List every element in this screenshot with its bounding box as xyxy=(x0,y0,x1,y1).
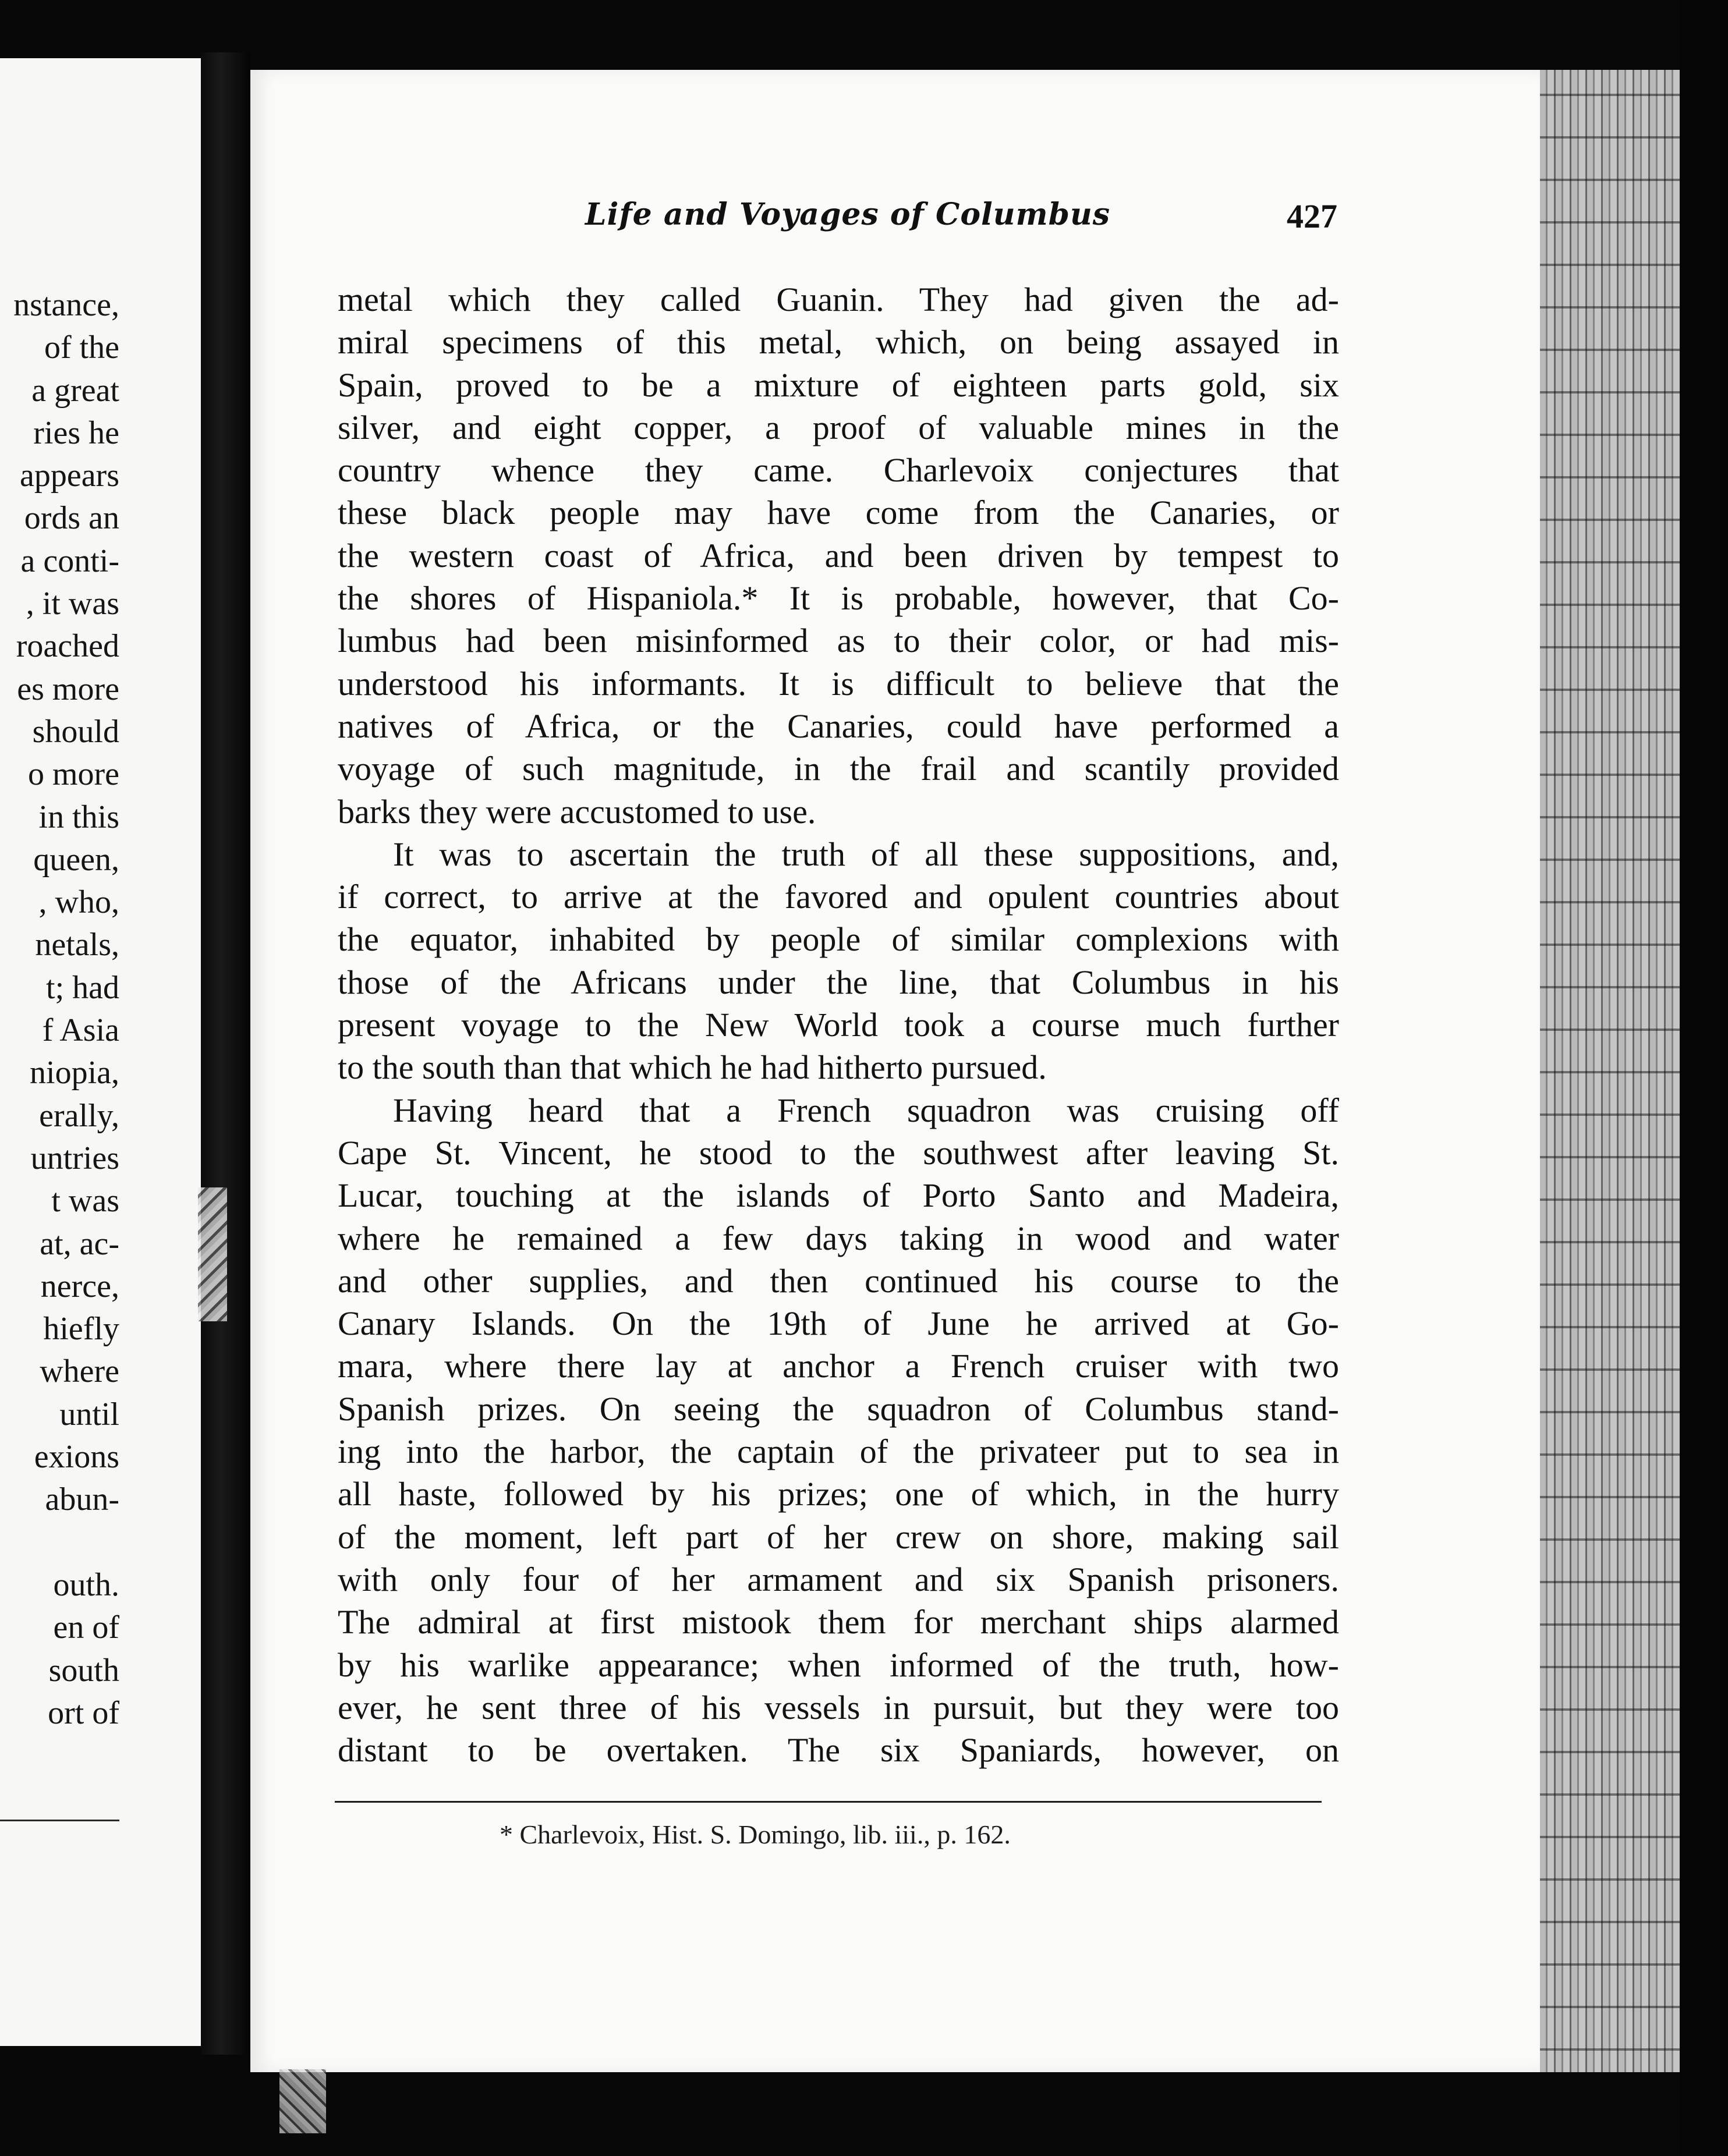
left-page-line: t was xyxy=(51,1183,119,1219)
running-head-title: Life and Voyages of Columbus xyxy=(585,197,1111,232)
left-page-line: en of xyxy=(53,1609,119,1646)
body-line: to the south than that which he had hitherto pursued. xyxy=(338,1048,1047,1087)
body-line: Having heard that a French squadron was cruising off xyxy=(393,1091,1339,1129)
left-page-line: o more xyxy=(27,756,119,793)
body-line: where he remained a few days taking in wood and water xyxy=(338,1219,1339,1257)
left-page-line: ries he xyxy=(33,414,119,451)
body-line: those of the Africans under the line, that Columbus in his xyxy=(338,963,1339,1001)
body-line: Spanish prizes. On seeing the squadron of Columbus stand- xyxy=(338,1389,1339,1428)
book-gutter xyxy=(201,52,250,2055)
left-page-line: niopia, xyxy=(30,1055,119,1091)
body-line: Cape St. Vincent, he stood to the southwest after leaving St. xyxy=(338,1133,1339,1172)
body-line: ing into the harbor, the captain of the privateer put to sea in xyxy=(338,1432,1339,1471)
left-page-line: abun- xyxy=(45,1481,119,1518)
left-page-line: roached xyxy=(16,628,119,665)
body-line: Lucar, touching at the islands of Porto Santo and Madeira, xyxy=(338,1176,1339,1215)
bottom-torn-mark xyxy=(279,2069,326,2133)
footnote-rule xyxy=(335,1801,1322,1803)
body-line: all haste, followed by his prizes; one of which, in the hurry xyxy=(338,1475,1339,1513)
scan-background-right xyxy=(1680,0,1728,2156)
left-page-line: appears xyxy=(19,458,119,494)
left-page-line: , who, xyxy=(38,884,119,921)
left-page-line: until xyxy=(59,1396,119,1432)
left-page-line: exions xyxy=(34,1439,119,1476)
left-page-line: where xyxy=(40,1353,119,1390)
body-line: these black people may have come from the Canaries, or xyxy=(338,494,1339,532)
body-line: natives of Africa, or the Canaries, could have performed a xyxy=(338,707,1339,745)
body-line: present voyage to the New World took a course much further xyxy=(338,1006,1339,1044)
body-line: silver, and eight copper, a proof of valuable mines in the xyxy=(338,408,1339,446)
left-page-text xyxy=(0,284,119,1735)
left-page-line: , it was xyxy=(26,586,119,622)
body-line: distant to be overtaken. The six Spaniards, however, on xyxy=(338,1731,1339,1770)
body-line: Spain, proved to be a mixture of eighteen parts gold, six xyxy=(338,366,1339,404)
left-page xyxy=(0,58,201,2046)
left-page-line: outh. xyxy=(53,1566,119,1603)
body-line: the western coast of Africa, and been driven by tempest to xyxy=(338,536,1339,575)
body-line: Canary Islands. On the 19th of June he arrived at Go- xyxy=(338,1304,1339,1343)
left-page-line: a conti- xyxy=(20,542,119,579)
body-line: The admiral at first mistook them for merchant ships alarmed xyxy=(338,1603,1339,1641)
left-page-line: t; had xyxy=(46,969,119,1006)
body-line: the equator, inhabited by people of similar complexions with xyxy=(338,920,1339,959)
left-page-line: f Asia xyxy=(42,1012,119,1049)
left-page-line: at, ac- xyxy=(40,1225,119,1262)
body-line: the shores of Hispaniola.* It is probable, however, that Co- xyxy=(338,579,1339,618)
body-line: with only four of her armament and six Spanish prisoners. xyxy=(338,1560,1339,1598)
body-line: lumbus had been misinformed as to their color, or had mis- xyxy=(338,622,1339,660)
body-text xyxy=(338,278,1339,1771)
body-line: understood his informants. It is difficult to believe that the xyxy=(338,664,1339,703)
left-page-line: netals, xyxy=(35,927,119,963)
left-page-line: of the xyxy=(44,329,119,366)
footnote: * Charlevoix, Hist. S. Domingo, lib. iii., p. 162. xyxy=(500,1820,1011,1849)
left-page-line: should xyxy=(32,713,119,750)
body-line: country whence they came. Charlevoix conjectures that xyxy=(338,451,1339,490)
left-page-line xyxy=(0,1522,119,1564)
body-line: barks they were accustomed to use. xyxy=(338,792,816,831)
left-page-line: hiefly xyxy=(43,1311,119,1348)
page-stack-texture xyxy=(1540,70,1680,2072)
body-line: ever, he sent three of his vessels in pursuit, but they were too xyxy=(338,1688,1339,1726)
left-page-line: in this xyxy=(38,799,119,835)
left-page-line: ort of xyxy=(48,1694,119,1731)
left-page-line: nstance, xyxy=(13,287,119,323)
left-page-line: es more xyxy=(17,671,119,707)
page-number: 427 xyxy=(1287,197,1337,235)
body-line: miral specimens of this metal, which, on being assayed in xyxy=(338,323,1339,361)
body-line: It was to ascertain the truth of all these suppositions, and, xyxy=(393,835,1339,873)
body-line: by his warlike appearance; when informed of the truth, how- xyxy=(338,1646,1339,1684)
body-line: mara, where there lay at anchor a French cruiser with two xyxy=(338,1347,1339,1385)
left-page-footnote-rule xyxy=(0,1820,119,1821)
left-page-line: south xyxy=(48,1652,119,1689)
body-line: and other supplies, and then continued his course to the xyxy=(338,1261,1339,1300)
left-page-line: queen, xyxy=(33,841,119,878)
body-line: metal which they called Guanin. They had given the ad- xyxy=(338,281,1339,318)
left-page-line: untries xyxy=(30,1140,119,1176)
left-page-line: erally, xyxy=(39,1097,119,1134)
body-line: if correct, to arrive at the favored and opulent countries about xyxy=(338,878,1339,916)
body-line: of the moment, left part of her crew on shore, making sail xyxy=(338,1517,1339,1556)
left-page-line: nerce, xyxy=(40,1268,119,1304)
torn-edge-mark xyxy=(198,1187,227,1321)
body-line: voyage of such magnitude, in the frail and scantily provided xyxy=(338,750,1339,788)
left-page-line: ords an xyxy=(24,500,119,537)
left-page-line: a great xyxy=(31,372,119,409)
